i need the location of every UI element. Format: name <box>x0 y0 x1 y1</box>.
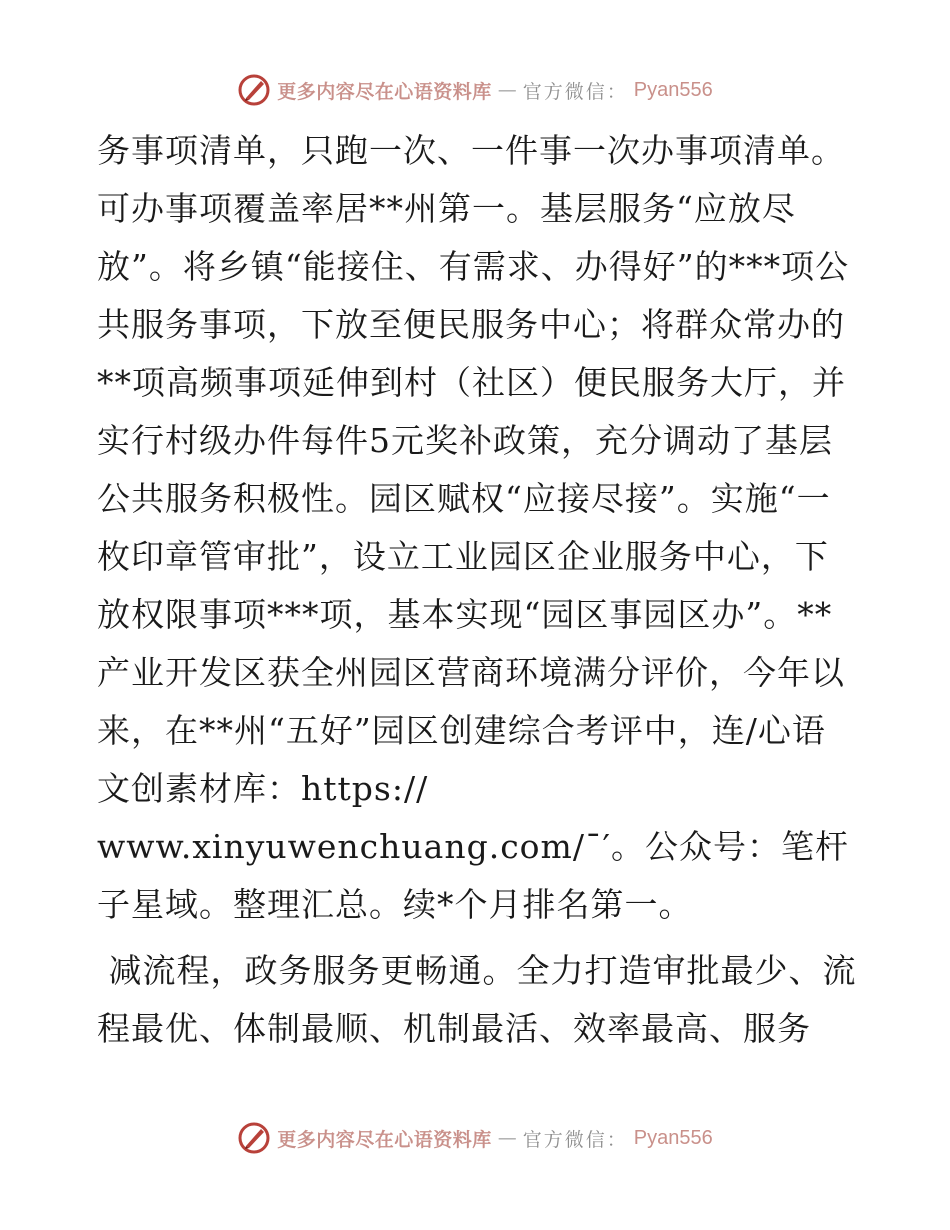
header-brand-text: 更多内容尽在心语资料库 <box>277 80 492 103</box>
pen-circle-logo-icon <box>237 73 271 107</box>
header-wechat-id: Pyan556 <box>633 78 713 101</box>
document-body <box>97 122 857 1058</box>
footer-wechat-label: 官方微信： <box>522 1128 628 1151</box>
footer-wechat-id: Pyan556 <box>633 1126 713 1149</box>
footer-brand-text: 更多内容尽在心语资料库 <box>277 1128 492 1151</box>
header-dash: — <box>497 79 517 101</box>
header-wechat-label: 官方微信： <box>522 80 628 103</box>
paragraph-1: 务事项清单，只跑一次、一件事一次办事项清单。可办事项覆盖率居**州第一。基层服务“应放尽放”。将乡镇“能接住、有需求、办得好”的***项公共服务事项，下放至便民服务中心；将群众常办的**项高频事项延伸到村（社区）便民服务大厅，并实行村级办件每件5元奖补政策，充分调动了基层公共服务积极性。园区赋权“应接尽接”。实施“一枚印章管审批”，设立工业园区企业服务中心，下放权限事项***项，基本实现“园区事园区办”。**产业开发区获全州园区营商环境满分评价，今年以来，在**州“五好”园区创建综合考评中，连/心语文创素材库：https:// www.xinyuwenchuang.com/¯′。公众号：笔杆子星域。整理汇总。续*个月排名第一。 <box>97 131 850 924</box>
pen-circle-logo-icon <box>237 1121 271 1155</box>
footer-dash: — <box>497 1127 517 1149</box>
footer-banner <box>237 1121 713 1155</box>
page-footer <box>0 1118 950 1158</box>
page-header <box>0 70 950 110</box>
header-banner <box>237 73 713 107</box>
paragraph-2: 减流程，政务服务更畅通。全力打造审批最少、流程最优、体制最顺、机制最活、效率最高、服务 <box>97 951 857 1048</box>
